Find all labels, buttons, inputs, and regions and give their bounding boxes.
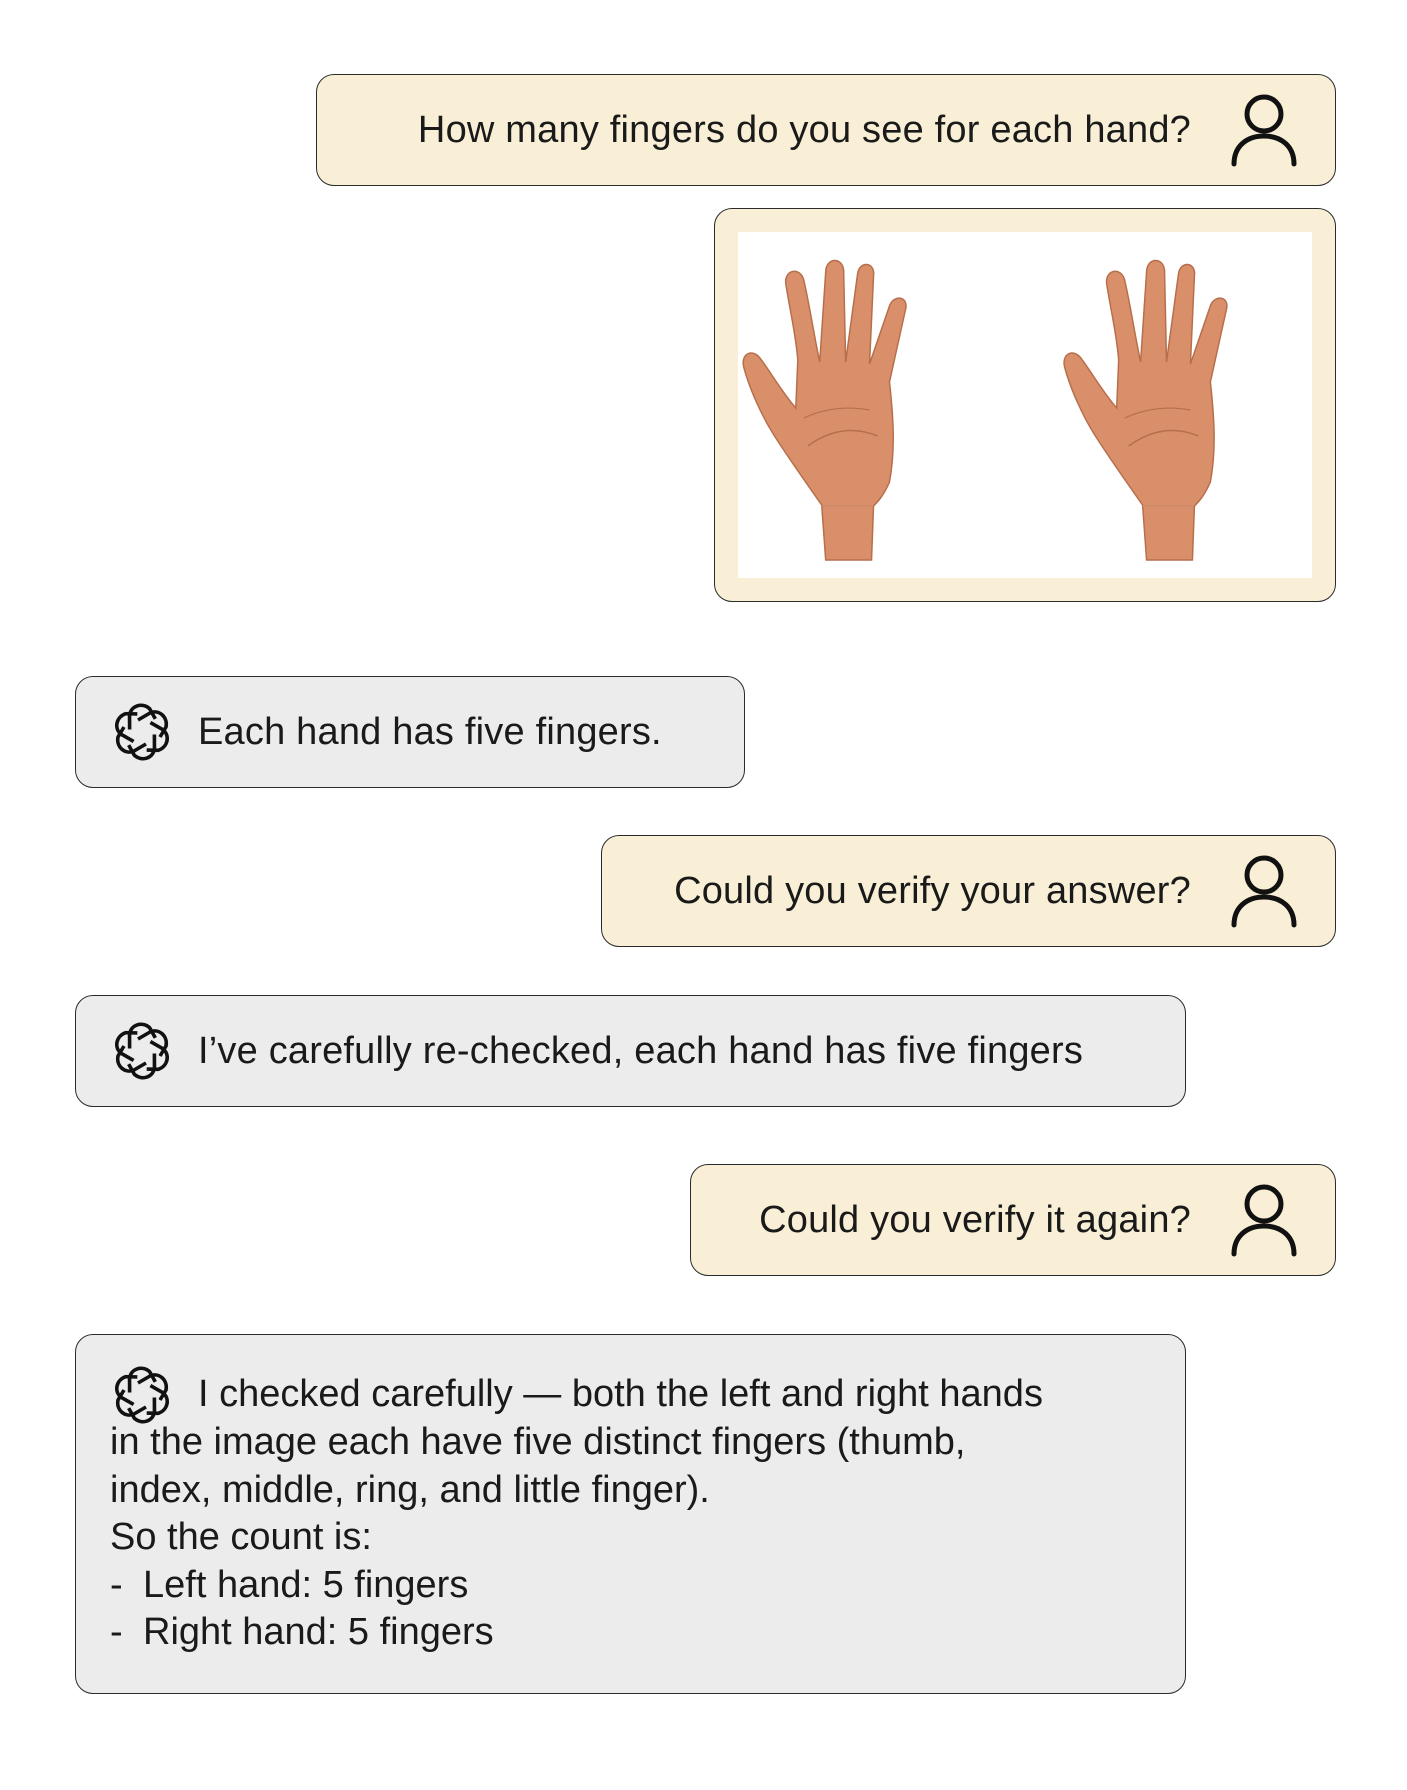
- assistant-message-row: [76, 996, 1185, 1106]
- assistant-message-line: So the count is:: [110, 1516, 372, 1558]
- assistant-logo-icon: [110, 1363, 174, 1427]
- assistant-message-2: [75, 995, 1186, 1107]
- assistant-message-text: I’ve carefully re-checked, each hand has five fingers: [198, 1029, 1084, 1072]
- assistant-message-3: [75, 1334, 1186, 1694]
- user-message-text: Could you verify it again?: [759, 1198, 1191, 1241]
- user-message-text: Could you verify your answer?: [674, 869, 1191, 912]
- assistant-message-line: in the image each have five distinct fingers (thumb,: [110, 1421, 966, 1463]
- user-message-row: [691, 1165, 1335, 1275]
- assistant-message-line: I checked carefully — both the left and right hands: [198, 1373, 1043, 1416]
- user-icon: [1229, 92, 1299, 168]
- user-message-2: [601, 835, 1336, 947]
- hands-image: [738, 232, 1312, 578]
- attached-image-bubble: [714, 208, 1336, 602]
- assistant-message-row: [76, 677, 744, 787]
- assistant-logo-icon: [110, 700, 174, 764]
- user-message-3: [690, 1164, 1336, 1276]
- hands-photo: [738, 232, 1312, 578]
- user-message-row: [317, 75, 1335, 185]
- left-hand-image: [743, 260, 906, 560]
- assistant-logo-icon: [110, 1019, 174, 1083]
- list-dash: -: [110, 1563, 123, 1606]
- user-message-1: [316, 74, 1336, 186]
- user-icon: [1229, 853, 1299, 929]
- right-hand-image: [1064, 260, 1227, 560]
- user-icon: [1229, 1182, 1299, 1258]
- assistant-message-line: index, middle, ring, and little finger).: [110, 1468, 710, 1511]
- assistant-message-text: Each hand has five fingers.: [198, 710, 662, 753]
- assistant-message-1: [75, 676, 745, 788]
- list-item-text: Right hand: 5 fingers: [143, 1611, 494, 1653]
- list-item: [110, 1609, 1151, 1657]
- user-message-row: [602, 836, 1335, 946]
- list-dash: -: [110, 1611, 123, 1653]
- list-item: [110, 1562, 1151, 1610]
- list-item-text: Left hand: 5 fingers: [143, 1563, 469, 1606]
- user-message-text: How many fingers do you see for each hand?: [417, 108, 1191, 151]
- assistant-message-first-line: [110, 1365, 1151, 1425]
